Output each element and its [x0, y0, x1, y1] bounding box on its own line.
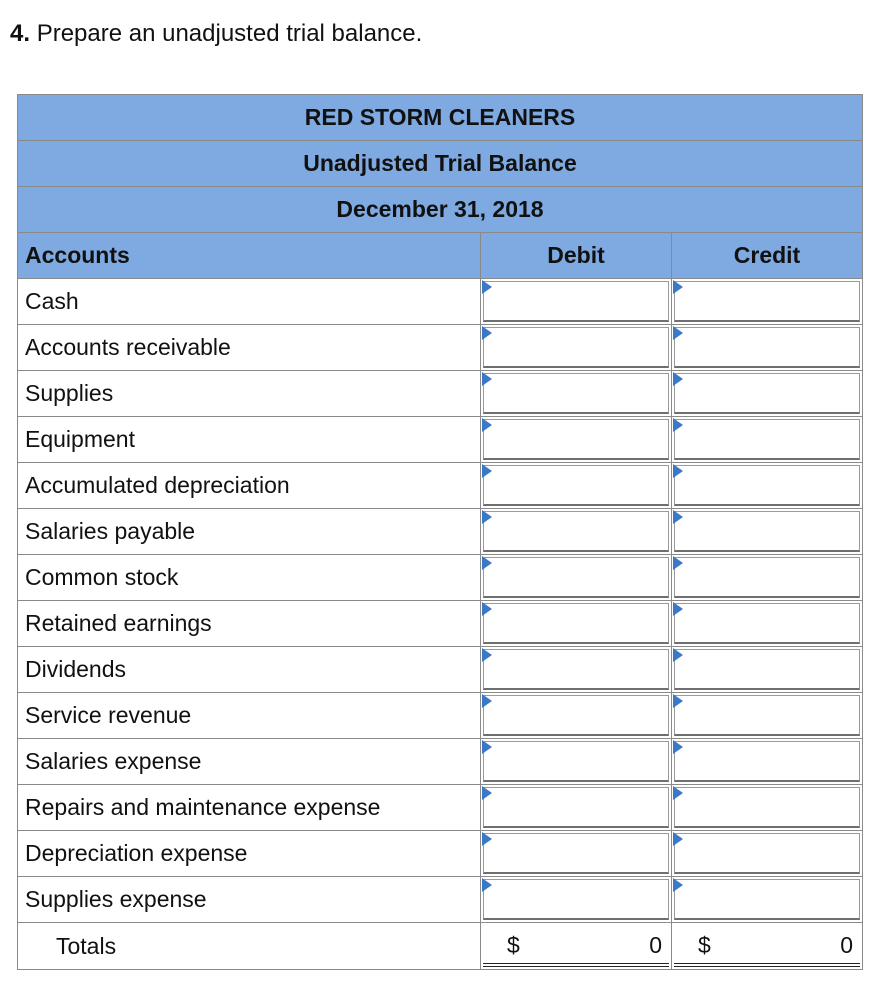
totals-row — [18, 923, 862, 969]
debit-cell — [480, 555, 671, 600]
credit-cell — [671, 463, 862, 508]
company-name: RED STORM CLEANERS — [18, 95, 862, 141]
debit-cell — [480, 463, 671, 508]
debit-total — [483, 925, 669, 967]
debit-input[interactable] — [483, 327, 669, 368]
account-name: Accumulated depreciation — [25, 472, 290, 498]
debit-input[interactable] — [483, 741, 669, 782]
credit-input[interactable] — [674, 603, 860, 644]
statement-title: Unadjusted Trial Balance — [18, 141, 862, 187]
dropdown-arrow-icon[interactable] — [482, 786, 492, 800]
dropdown-arrow-icon[interactable] — [482, 602, 492, 616]
credit-input[interactable] — [674, 879, 860, 920]
credit-input[interactable] — [674, 281, 860, 322]
credit-total-currency: $ — [698, 932, 711, 958]
dropdown-arrow-icon[interactable] — [482, 878, 492, 892]
credit-cell — [671, 647, 862, 692]
dropdown-arrow-icon[interactable] — [673, 418, 683, 432]
debit-input[interactable] — [483, 373, 669, 414]
account-name: Cash — [25, 288, 79, 314]
statement-date: December 31, 2018 — [18, 187, 862, 233]
debit-cell — [480, 877, 671, 922]
debit-input[interactable] — [483, 787, 669, 828]
debit-cell — [480, 279, 671, 324]
debit-cell — [480, 371, 671, 416]
debit-input[interactable] — [483, 879, 669, 920]
table-row — [18, 417, 862, 463]
dropdown-arrow-icon[interactable] — [482, 510, 492, 524]
debit-column-header: Debit — [480, 233, 671, 278]
table-row — [18, 463, 862, 509]
debit-input[interactable] — [483, 281, 669, 322]
credit-total-cell — [671, 923, 862, 969]
dropdown-arrow-icon[interactable] — [673, 510, 683, 524]
debit-cell — [480, 831, 671, 876]
credit-input[interactable] — [674, 787, 860, 828]
debit-input[interactable] — [483, 465, 669, 506]
account-name: Dividends — [25, 656, 126, 682]
table-row — [18, 739, 862, 785]
credit-cell — [671, 785, 862, 830]
dropdown-arrow-icon[interactable] — [482, 372, 492, 386]
dropdown-arrow-icon[interactable] — [482, 326, 492, 340]
account-name: Depreciation expense — [25, 840, 248, 866]
credit-cell — [671, 509, 862, 554]
dropdown-arrow-icon[interactable] — [673, 280, 683, 294]
debit-total-value: 0 — [649, 932, 662, 958]
credit-total — [674, 925, 860, 967]
debit-input[interactable] — [483, 695, 669, 736]
totals-label: Totals — [56, 932, 117, 959]
account-name: Repairs and maintenance expense — [25, 794, 381, 820]
dropdown-arrow-icon[interactable] — [673, 648, 683, 662]
account-name: Retained earnings — [25, 610, 212, 636]
credit-cell — [671, 877, 862, 922]
credit-input[interactable] — [674, 419, 860, 460]
dropdown-arrow-icon[interactable] — [482, 694, 492, 708]
debit-input[interactable] — [483, 649, 669, 690]
table-row — [18, 555, 862, 601]
table-row — [18, 877, 862, 923]
account-name: Supplies expense — [25, 886, 207, 912]
account-name: Equipment — [25, 426, 135, 452]
dropdown-arrow-icon[interactable] — [482, 556, 492, 570]
trial-balance-table — [17, 94, 863, 970]
debit-cell — [480, 325, 671, 370]
table-row — [18, 785, 862, 831]
dropdown-arrow-icon[interactable] — [482, 648, 492, 662]
debit-cell — [480, 693, 671, 738]
credit-cell — [671, 555, 862, 600]
credit-input[interactable] — [674, 649, 860, 690]
debit-cell — [480, 739, 671, 784]
debit-cell — [480, 601, 671, 646]
credit-input[interactable] — [674, 465, 860, 506]
dropdown-arrow-icon[interactable] — [673, 602, 683, 616]
credit-cell — [671, 601, 862, 646]
dropdown-arrow-icon[interactable] — [482, 740, 492, 754]
credit-input[interactable] — [674, 741, 860, 782]
credit-input[interactable] — [674, 511, 860, 552]
account-name: Salaries expense — [25, 748, 202, 774]
debit-input[interactable] — [483, 511, 669, 552]
table-row — [18, 279, 862, 325]
table-row — [18, 693, 862, 739]
credit-input[interactable] — [674, 833, 860, 874]
credit-cell — [671, 417, 862, 462]
table-row — [18, 371, 862, 417]
credit-input[interactable] — [674, 373, 860, 414]
debit-input[interactable] — [483, 833, 669, 874]
accounts-column-header: Accounts — [18, 233, 480, 278]
account-name: Accounts receivable — [25, 334, 231, 360]
table-row — [18, 601, 862, 647]
dropdown-arrow-icon[interactable] — [673, 878, 683, 892]
credit-column-header: Credit — [671, 233, 862, 278]
account-name: Supplies — [25, 380, 114, 406]
debit-input[interactable] — [483, 603, 669, 644]
dropdown-arrow-icon[interactable] — [482, 418, 492, 432]
account-rows — [18, 279, 862, 923]
table-row — [18, 831, 862, 877]
dropdown-arrow-icon[interactable] — [673, 740, 683, 754]
credit-total-value: 0 — [840, 932, 853, 958]
dropdown-arrow-icon[interactable] — [482, 832, 492, 846]
account-name: Common stock — [25, 564, 179, 590]
dropdown-arrow-icon[interactable] — [673, 694, 683, 708]
question-number: 4. — [10, 20, 31, 47]
table-row — [18, 647, 862, 693]
question-text: Prepare an unadjusted trial balance. — [36, 20, 423, 47]
debit-cell — [480, 785, 671, 830]
table-row — [18, 509, 862, 555]
credit-cell — [671, 371, 862, 416]
dropdown-arrow-icon[interactable] — [482, 464, 492, 478]
dropdown-arrow-icon[interactable] — [673, 786, 683, 800]
dropdown-arrow-icon[interactable] — [673, 464, 683, 478]
account-name: Service revenue — [25, 702, 192, 728]
credit-input[interactable] — [674, 327, 860, 368]
debit-cell — [480, 509, 671, 554]
debit-total-currency: $ — [507, 932, 520, 958]
column-header-row — [18, 233, 862, 279]
credit-cell — [671, 831, 862, 876]
debit-cell — [480, 647, 671, 692]
table-row — [18, 325, 862, 371]
credit-input[interactable] — [674, 557, 860, 598]
credit-cell — [671, 693, 862, 738]
credit-cell — [671, 739, 862, 784]
credit-cell — [671, 279, 862, 324]
debit-input[interactable] — [483, 419, 669, 460]
dropdown-arrow-icon[interactable] — [482, 280, 492, 294]
debit-cell — [480, 417, 671, 462]
credit-input[interactable] — [674, 695, 860, 736]
dropdown-arrow-icon[interactable] — [673, 556, 683, 570]
debit-input[interactable] — [483, 557, 669, 598]
debit-total-cell — [480, 923, 671, 969]
dropdown-arrow-icon[interactable] — [673, 832, 683, 846]
account-name: Salaries payable — [25, 518, 196, 544]
dropdown-arrow-icon[interactable] — [673, 372, 683, 386]
question-heading — [10, 14, 422, 54]
dropdown-arrow-icon[interactable] — [673, 326, 683, 340]
credit-cell — [671, 325, 862, 370]
